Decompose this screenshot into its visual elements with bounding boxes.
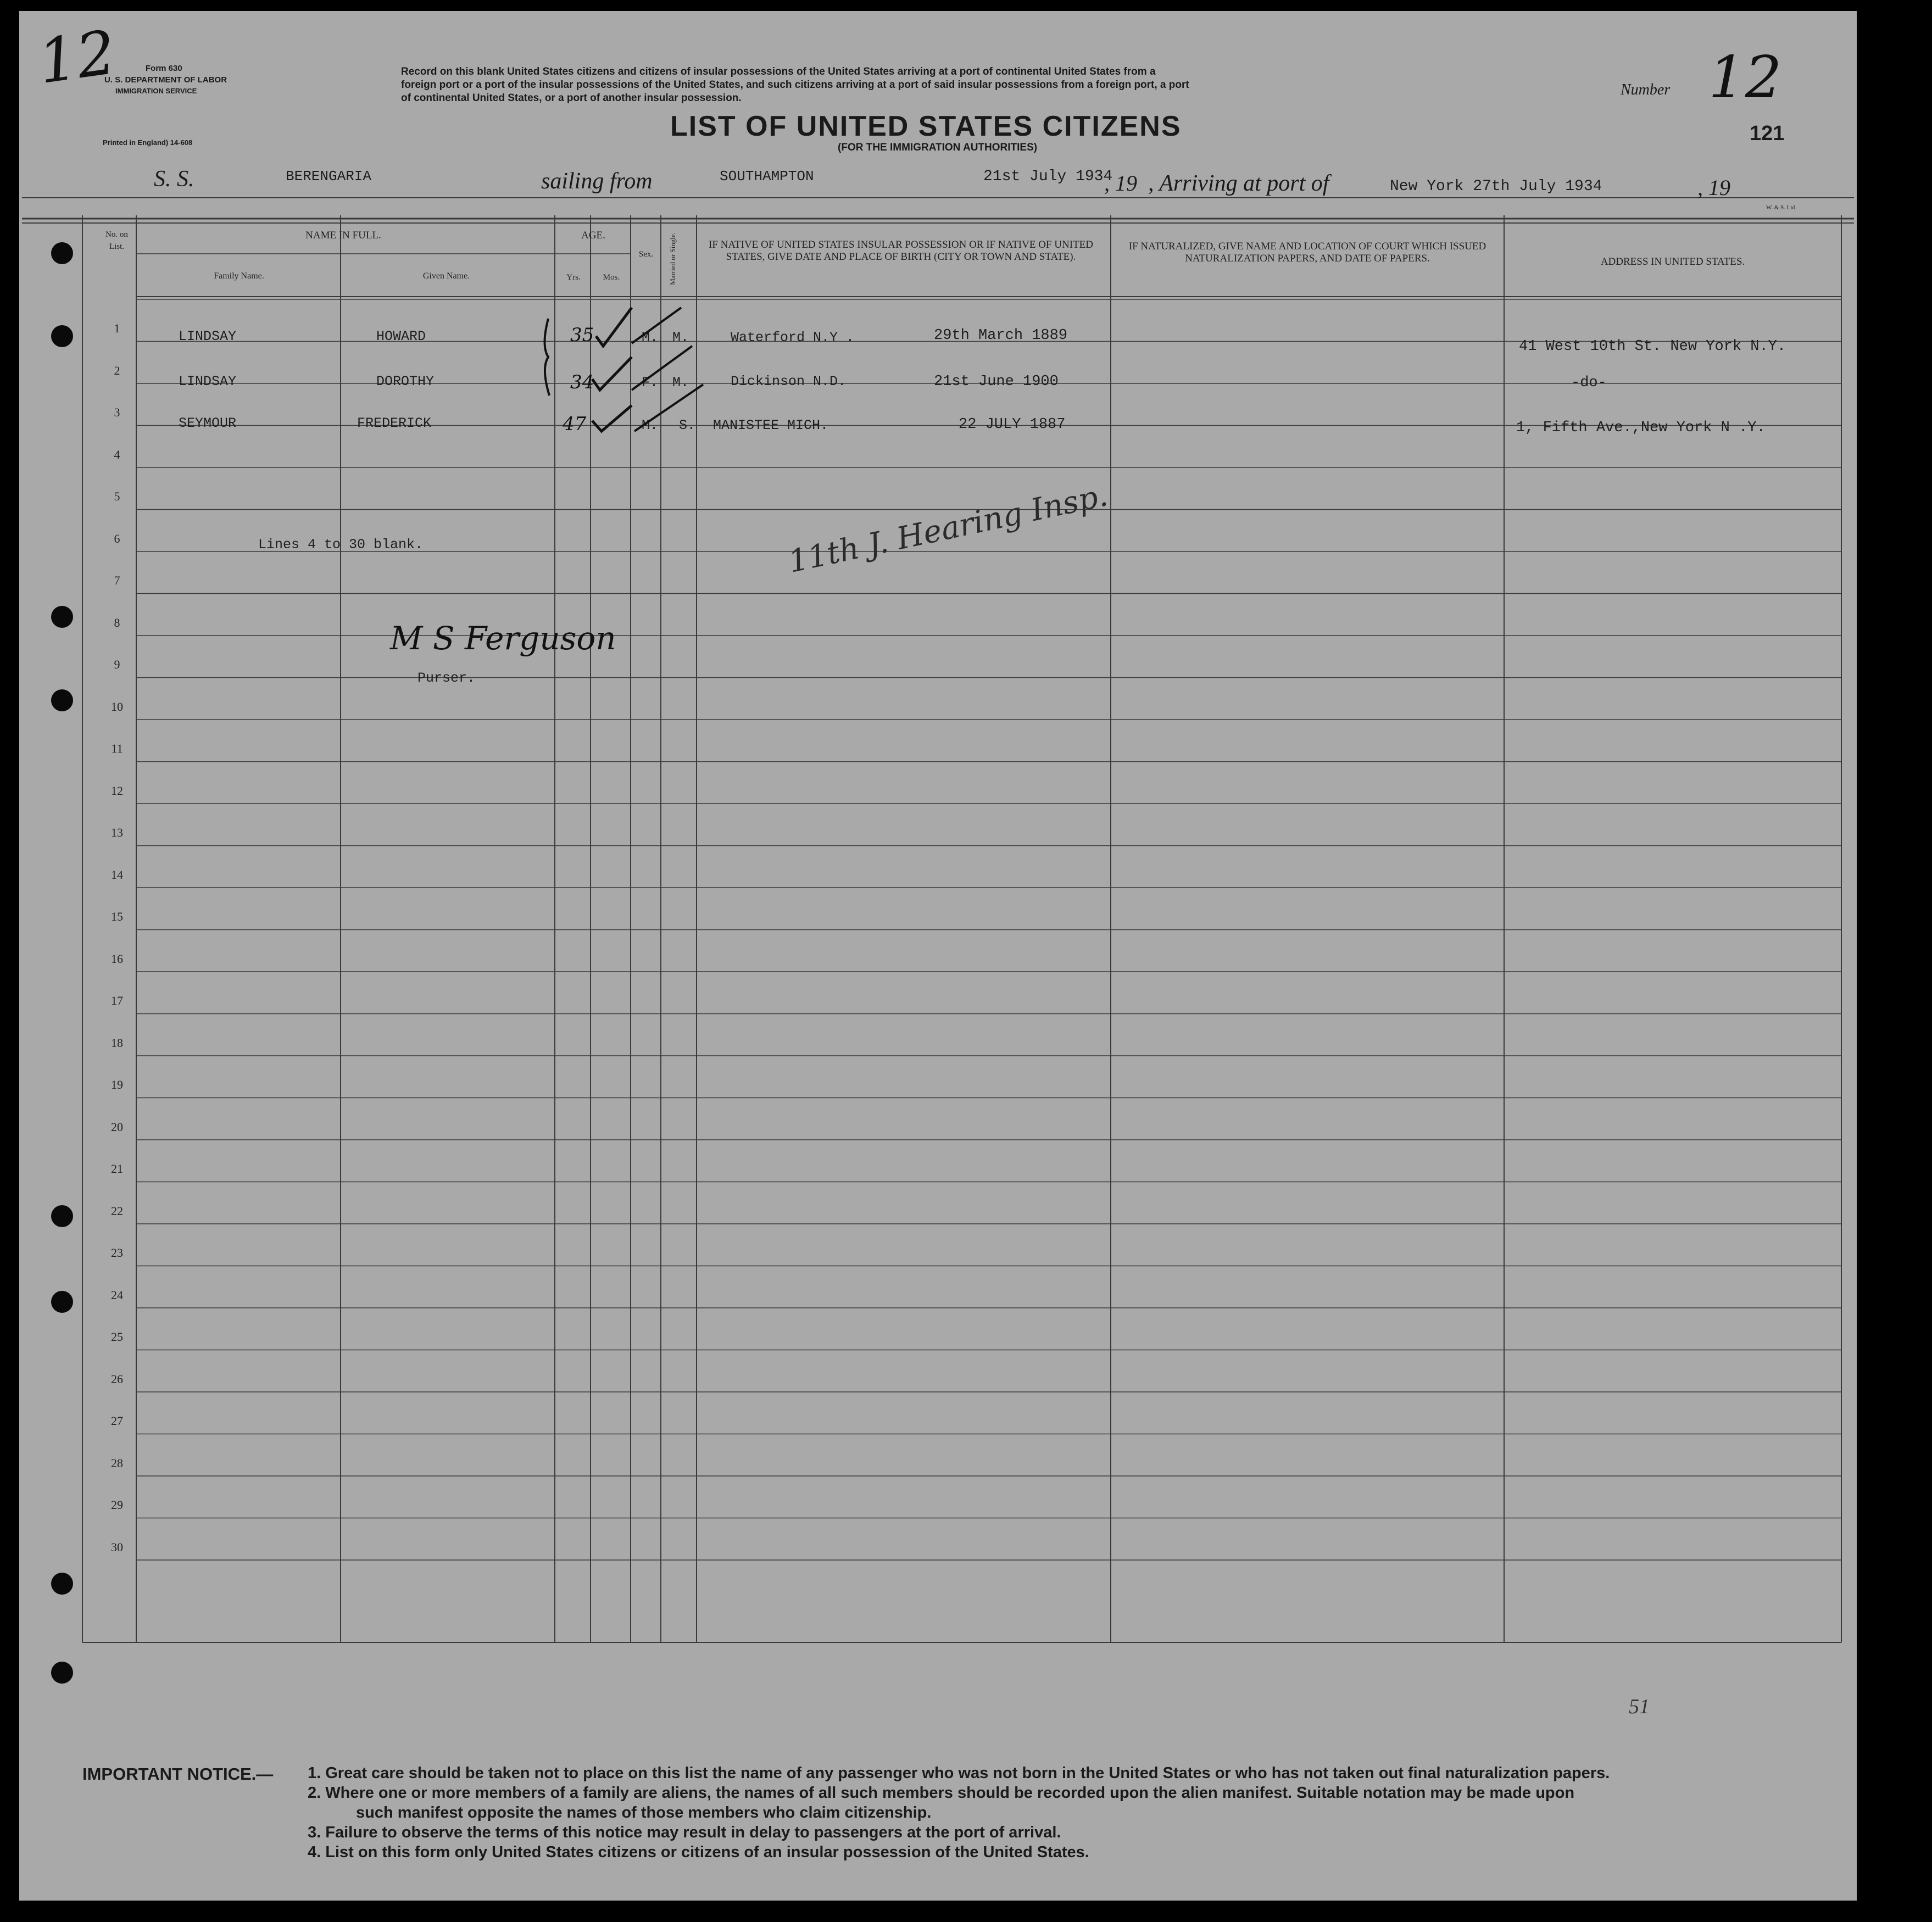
row-number: 13 — [111, 826, 123, 839]
arrival-port-date: New York 27th July 1934 — [1390, 178, 1602, 195]
sex: M. — [642, 417, 659, 433]
instruction-line: foreign port or a port of the insular possessions of the United States, and such citizens arriving at a port of said insular possessions from a foreign port, a port — [401, 79, 1189, 91]
instruction-line: of continental United States, or a port of another insular possession. — [401, 92, 742, 104]
row-number: 12 — [111, 783, 123, 798]
row-number: 21 — [111, 1162, 123, 1176]
col-yrs-header: Yrs. — [566, 273, 581, 282]
row-number: 7 — [114, 573, 120, 587]
notice-line: 1. Great care should be taken not to place on this list the name of any passenger who was not born in the United States or who has not taken out final naturalization papers. — [308, 1764, 1610, 1782]
given-name: DOROTHY — [376, 374, 435, 389]
page-title: LIST OF UNITED STATES CITIZENS — [670, 110, 1182, 142]
year-stub: , 19 — [1104, 171, 1137, 196]
port-from: SOUTHAMPTON — [720, 168, 814, 185]
row-number: 5 — [114, 489, 120, 503]
printer-mark: W. & S. Ltd. — [1766, 204, 1797, 211]
row-number: 17 — [111, 994, 123, 1007]
birthdate: 21st June 1900 — [934, 374, 1059, 390]
col-naturalized-header: IF NATURALIZED, GIVE NAME AND LOCATION OF COURT WHICH ISSUED NATURALIZATION PAPERS, AND DATE OF PAPERS. — [1128, 241, 1486, 264]
sex: F. — [642, 375, 659, 391]
family-name: SEYMOUR — [179, 415, 237, 431]
col-sex-header: Sex. — [638, 250, 654, 259]
year-stub: , 19 — [1697, 175, 1730, 200]
marital-status: M. — [672, 330, 689, 346]
row-number: 4 — [114, 447, 120, 461]
marital-status: M. — [672, 375, 689, 391]
corner-mark-left: 12 — [34, 16, 120, 98]
sex: M. — [642, 330, 659, 346]
purser-title: Purser. — [417, 670, 476, 686]
col-address-header: ADDRESS IN UNITED STATES. — [1600, 256, 1745, 268]
notice-line: such manifest opposite the names of those members who claim citizenship. — [356, 1804, 932, 1821]
row-number: 16 — [111, 951, 123, 966]
row-number: 10 — [111, 699, 123, 714]
ss-label: S. S. — [154, 166, 194, 192]
page-number: 121 — [1750, 122, 1785, 145]
age-years: 35 — [570, 324, 594, 346]
family-name: LINDSAY — [179, 328, 237, 344]
row-number: 28 — [111, 1456, 123, 1470]
age-years: 47 — [563, 413, 587, 435]
row-number: 2 — [114, 363, 120, 377]
row-number: 14 — [111, 867, 123, 882]
notice-line: 2. Where one or more members of a family are aliens, the names of all such members should be recorded upon the alien manifest. Suitable notation may be made upon — [308, 1784, 1575, 1802]
purser-signature: M S Ferguson — [390, 620, 616, 657]
given-name: FREDERICK — [357, 415, 432, 431]
row-number: 22 — [111, 1204, 123, 1218]
address: 41 West 10th St. New York N.Y. — [1519, 338, 1786, 355]
col-age-header: AGE. — [581, 230, 605, 241]
row-number: 26 — [111, 1372, 123, 1386]
col-name-header: NAME IN FULL. — [305, 230, 381, 241]
arriving-label: , Arriving at port of — [1148, 171, 1329, 196]
row-number: 6 — [114, 531, 120, 545]
marital-status: S. — [679, 417, 696, 433]
row-number: 29 — [111, 1498, 123, 1512]
service-label: IMMIGRATION SERVICE — [115, 87, 197, 95]
row-number: 19 — [111, 1078, 123, 1091]
age-years: 34 — [570, 371, 594, 393]
row-number: 23 — [111, 1246, 123, 1260]
row-number: 15 — [111, 910, 123, 923]
address: 1, Fifth Ave.,New York N .Y. — [1516, 420, 1766, 436]
col-mos-header: Mos. — [603, 273, 620, 282]
page-subtitle: (FOR THE IMMIGRATION AUTHORITIES) — [838, 142, 1038, 153]
row-number: 1 — [114, 321, 120, 335]
row-number: 11 — [111, 742, 123, 755]
row-number: 25 — [111, 1330, 123, 1344]
sailing-label: sailing from — [541, 169, 653, 194]
col-family-header: Family Name. — [214, 271, 264, 281]
row-number: 18 — [111, 1035, 123, 1050]
col-given-header: Given Name. — [422, 271, 470, 281]
row-number: 27 — [111, 1414, 123, 1428]
birthdate: 29th March 1889 — [934, 327, 1068, 344]
row-number: 30 — [111, 1540, 123, 1554]
birthplace: MANISTEE MICH. — [713, 417, 829, 433]
notice-line: 4. List on this form only United States citizens or citizens of an insular possession of the United States. — [308, 1843, 1089, 1861]
row-number: 8 — [114, 615, 120, 629]
birthdate: 22 JULY 1887 — [959, 416, 1066, 433]
notice-line: 3. Failure to observe the terms of this notice may result in delay to passengers at the port of arrival. — [308, 1824, 1061, 1841]
given-name: HOWARD — [376, 328, 426, 344]
stamp-number: 51 — [1629, 1695, 1650, 1718]
instruction-line: Record on this blank United States citizens and citizens of insular possessions of the United States arriving at a port of continental United States from a — [401, 66, 1156, 77]
depart-date: 21st July 1934 — [983, 168, 1113, 185]
notice-heading: IMPORTANT NOTICE.— — [82, 1764, 274, 1784]
col-married-header: Married or Single. — [669, 232, 677, 285]
birthplace: Dickinson N.D. — [731, 374, 847, 389]
row-number: 24 — [111, 1288, 123, 1302]
inspector-note: 11th J. Hearing Insp. — [785, 477, 1111, 580]
number-label: Number — [1621, 81, 1671, 98]
address: -do- — [1571, 375, 1607, 391]
form-number: Form 630 — [146, 64, 182, 73]
col-no-header: No. on List. — [105, 230, 128, 251]
birthplace: Waterford N.Y . — [731, 330, 855, 346]
family-name: LINDSAY — [179, 374, 237, 389]
blank-lines-note: Lines 4 to 30 blank. — [258, 537, 424, 553]
row-number: 9 — [114, 658, 120, 671]
col-native-header: IF NATIVE OF UNITED STATES INSULAR POSSESSION OR IF NATIVE OF UNITED STATES, GIVE DATE AND PLACE OF BIRTH (CITY OR TOWN AND STATE). — [709, 239, 1093, 263]
ship-name: BERENGARIA — [286, 168, 372, 185]
number-value: 12 — [1708, 44, 1782, 111]
printed-label: Printed in England) 14-608 — [103, 138, 193, 147]
department-label: U. S. DEPARTMENT OF LABOR — [104, 75, 227, 85]
row-number: 3 — [114, 405, 120, 419]
row-number: 20 — [111, 1119, 123, 1134]
